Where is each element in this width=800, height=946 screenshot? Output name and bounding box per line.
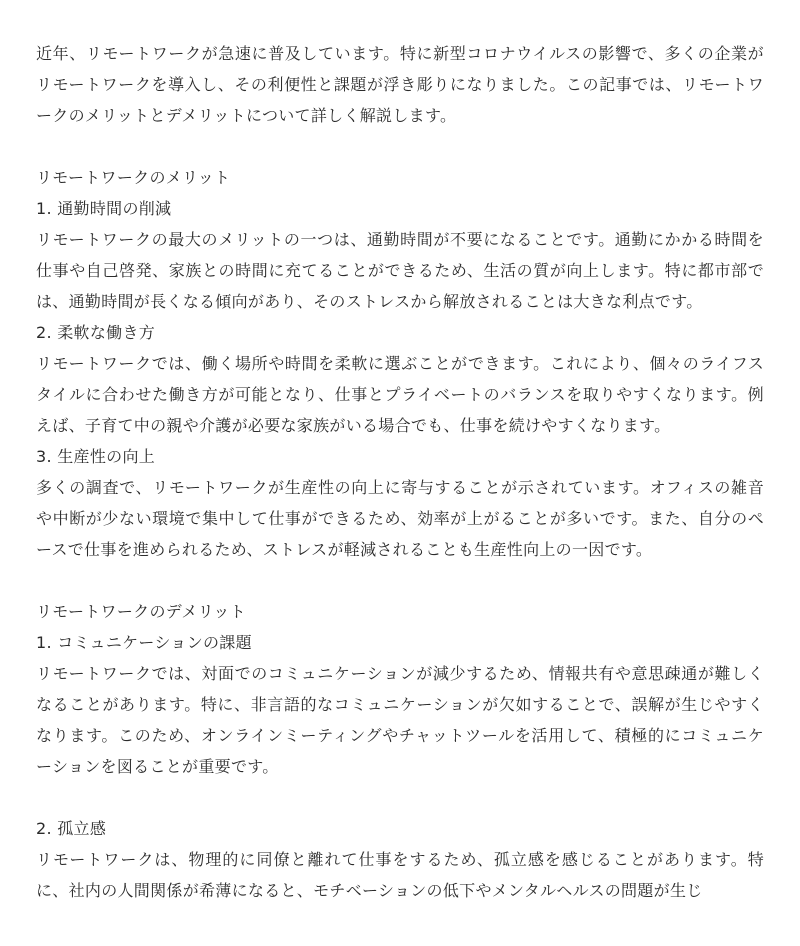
intro-paragraph: 近年、リモートワークが急速に普及しています。特に新型コロナウイルスの影響で、多くの企業がリモートワークを導入し、その利便性と課題が浮き彫りになりました。この記事では、リモートワークのメリットとデメリットについて詳しく解説します。 — [36, 44, 764, 125]
merit-1-heading: 1. 通勤時間の削減 — [36, 199, 172, 218]
demerit-1-body: リモートワークでは、対面でのコミュニケーションが減少するため、情報共有や意思疎通が難しくなることがあります。特に、非言語的なコミュニケーションが欠如することで、誤解が生じやすくなります。このため、オンラインミーティングやチャットツールを活用して、積極的にコミュニケーションを図ることが重要です。 — [36, 664, 764, 776]
spacer — [36, 782, 764, 813]
article-body — [36, 38, 764, 906]
merit-2-heading: 2. 柔軟な働き方 — [36, 323, 156, 342]
merit-3-heading: 3. 生産性の向上 — [36, 447, 156, 466]
demerits-section-title: リモートワークのデメリット — [36, 602, 246, 621]
demerit-2-body: リモートワークは、物理的に同僚と離れて仕事をするため、孤立感を感じることがあります。特に、社内の人間関係が希薄になると、モチベーションの低下やメンタルヘルスの問題が生じ — [36, 850, 764, 900]
merits-section-title: リモートワークのメリット — [36, 168, 231, 187]
spacer — [36, 131, 764, 162]
spacer — [36, 565, 764, 596]
merit-2-body: リモートワークでは、働く場所や時間を柔軟に選ぶことができます。これにより、個々のライフスタイルに合わせた働き方が可能となり、仕事とプライベートのバランスを取りやすくなります。例えば、子育て中の親や介護が必要な家族がいる場合でも、仕事を続けやすくなります。 — [36, 354, 764, 435]
merit-3-body: 多くの調査で、リモートワークが生産性の向上に寄与することが示されています。オフィスの雑音や中断が少ない環境で集中して仕事ができるため、効率が上がることが多いです。また、自分のペースで仕事を進められるため、ストレスが軽減されることも生産性向上の一因です。 — [36, 478, 764, 559]
demerit-2-heading: 2. 孤立感 — [36, 819, 107, 838]
merit-1-body: リモートワークの最大のメリットの一つは、通勤時間が不要になることです。通勤にかかる時間を仕事や自己啓発、家族との時間に充てることができるため、生活の質が向上します。特に都市部では、通勤時間が長くなる傾向があり、そのストレスから解放されることは大きな利点です。 — [36, 230, 764, 311]
demerit-1-heading: 1. コミュニケーションの課題 — [36, 633, 252, 652]
